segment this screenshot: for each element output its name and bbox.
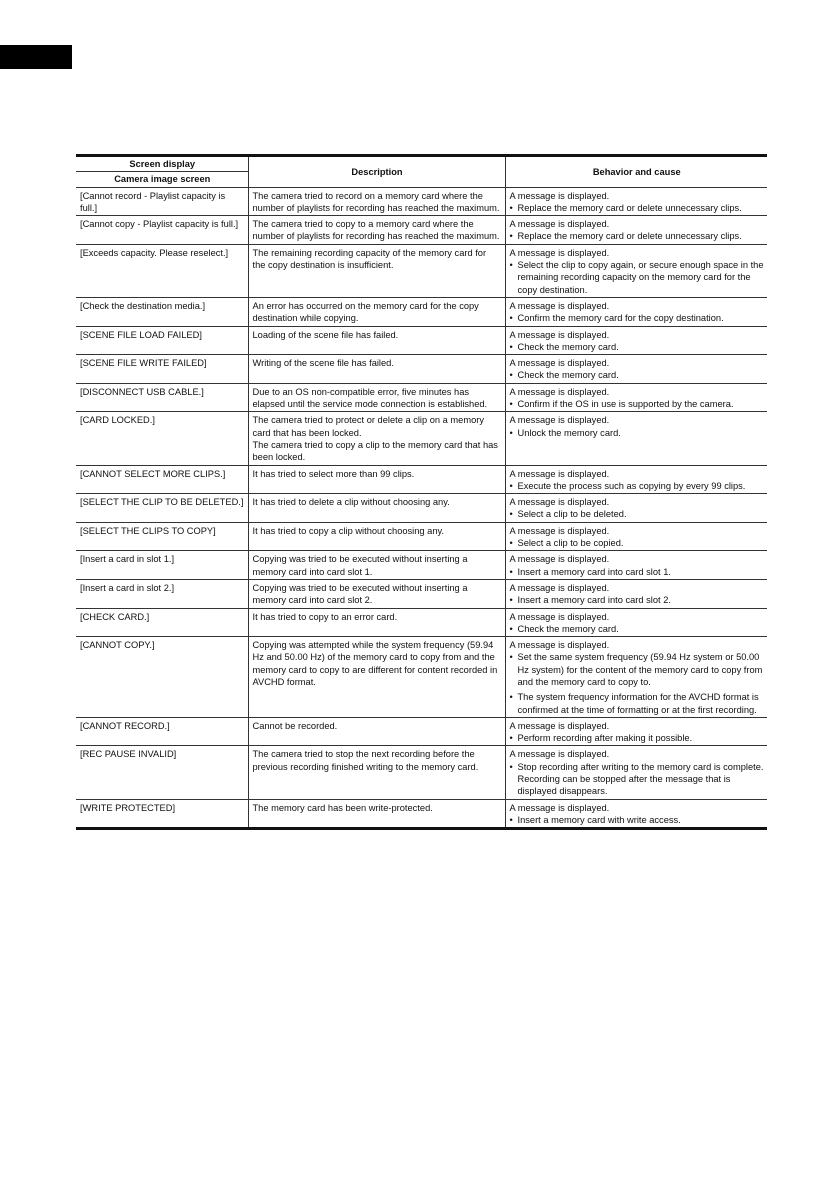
screen-message-cell: [SELECT THE CLIPS TO COPY] — [76, 522, 248, 551]
behavior-lead-text: A message is displayed. — [509, 525, 610, 536]
behavior-bullet-item: • Check the memory card. — [510, 623, 765, 635]
description-text: The remaining recording capacity of the memory card for the copy destination is insufficient. — [252, 247, 487, 271]
behavior-cell — [505, 297, 767, 326]
behavior-cell — [505, 244, 767, 297]
behavior-bullet-item: • Insert a memory card into card slot 1. — [510, 566, 765, 578]
screen-message-cell: [CHECK CARD.] — [76, 608, 248, 637]
behavior-bullet-item: • Execute the process such as copying by every 99 clips. — [510, 480, 765, 492]
table-row — [76, 522, 767, 551]
screen-message-cell: [CANNOT COPY.] — [76, 637, 248, 718]
table-row — [76, 465, 767, 494]
behavior-bullet-list — [510, 427, 765, 439]
screen-message-cell: [Check the destination media.] — [76, 297, 248, 326]
table-row — [76, 608, 767, 637]
behavior-cell — [505, 216, 767, 245]
screen-message-cell: [SELECT THE CLIP TO BE DELETED.] — [76, 494, 248, 523]
description-cell — [248, 383, 505, 412]
description-text: The camera tried to protect or delete a clip on a memory card that has been locked. — [252, 415, 484, 438]
description-cell — [248, 799, 505, 829]
description-cell — [248, 187, 505, 216]
description-text: An error has occurred on the memory card for the copy destination while copying. — [252, 300, 479, 324]
table-row — [76, 717, 767, 746]
table-row — [76, 412, 767, 465]
behavior-cell — [505, 383, 767, 412]
behavior-cell — [505, 355, 767, 384]
behavior-cell — [505, 637, 767, 718]
behavior-bullet-item: • Select a clip to be copied. — [510, 537, 765, 549]
table-row — [76, 187, 767, 216]
description-cell — [248, 579, 505, 608]
behavior-bullet-item: • Perform recording after making it possible. — [510, 732, 765, 744]
table-row — [76, 355, 767, 384]
description-text: It has tried to select more than 99 clips. — [252, 468, 415, 479]
description-text: The memory card has been write-protected. — [252, 802, 433, 813]
screen-message-cell: [SCENE FILE LOAD FAILED] — [76, 326, 248, 355]
behavior-cell — [505, 746, 767, 799]
description-cell — [248, 297, 505, 326]
screen-message-cell: [WRITE PROTECTED] — [76, 799, 248, 829]
behavior-bullet-item: • Insert a memory card with write access. — [510, 814, 765, 826]
behavior-cell — [505, 799, 767, 829]
header-behavior: Behavior and cause — [505, 156, 767, 188]
description-text: Copying was tried to be executed without inserting a memory card into card slot 1. — [252, 554, 468, 577]
description-text: It has tried to copy a clip without choosing any. — [252, 525, 445, 536]
behavior-lead-text: A message is displayed. — [509, 386, 610, 397]
table-row — [76, 383, 767, 412]
description-cell — [248, 746, 505, 799]
behavior-bullet-list — [510, 623, 765, 635]
behavior-bullet-list — [510, 566, 765, 578]
behavior-cell — [505, 608, 767, 637]
description-text: The camera tried to stop the next recording before the previous recording finished writing to the memory card. — [252, 749, 479, 772]
behavior-bullet-item: • Select the clip to copy again, or secure enough space in the remaining recording capacity on the memory card for the copy destination. — [510, 259, 765, 296]
behavior-cell — [505, 551, 767, 580]
description-cell — [248, 355, 505, 384]
behavior-lead-text: A message is displayed. — [509, 802, 610, 813]
behavior-lead-text: A message is displayed. — [509, 720, 610, 731]
behavior-bullet-list — [510, 594, 765, 606]
description-cell — [248, 412, 505, 465]
behavior-bullet-item: • Replace the memory card or delete unnecessary clips. — [510, 230, 765, 242]
behavior-bullet-list — [510, 814, 765, 826]
description-text: Writing of the scene file has failed. — [252, 358, 394, 369]
behavior-lead-text: A message is displayed. — [509, 640, 610, 651]
behavior-bullet-list — [510, 732, 765, 744]
behavior-bullet-list — [510, 761, 765, 798]
description-cell — [248, 244, 505, 297]
behavior-lead-text: A message is displayed. — [509, 358, 610, 369]
behavior-bullet-item: • Check the memory card. — [510, 369, 765, 381]
behavior-bullet-list — [510, 398, 765, 410]
table-row — [76, 551, 767, 580]
behavior-cell — [505, 579, 767, 608]
table-row — [76, 244, 767, 297]
behavior-bullet-item: • Insert a memory card into card slot 2. — [510, 594, 765, 606]
behavior-bullet-item: • Confirm the memory card for the copy destination. — [510, 312, 765, 324]
description-text: Loading of the scene file has failed. — [252, 329, 399, 340]
description-text: It has tried to delete a clip without choosing any. — [252, 497, 450, 508]
description-text: Due to an OS non-compatible error, five minutes has elapsed until the service mode connection is established. — [252, 386, 488, 410]
behavior-cell — [505, 717, 767, 746]
behavior-bullet-list — [510, 312, 765, 324]
behavior-bullet-item: • Set the same system frequency (59.94 Hz system or 50.00 Hz system) for the content of the memory card to copy from and the memory card to copy to. — [510, 651, 765, 688]
behavior-cell — [505, 465, 767, 494]
screen-message-cell: [SCENE FILE WRITE FAILED] — [76, 355, 248, 384]
table-row — [76, 746, 767, 799]
screen-message-cell: [CANNOT RECORD.] — [76, 717, 248, 746]
description-cell — [248, 551, 505, 580]
table-row — [76, 297, 767, 326]
behavior-bullet-list — [510, 480, 765, 492]
description-text: The camera tried to copy to a memory card where the number of playlists for recording has reached the maximum. — [252, 219, 500, 242]
behavior-bullet-list — [510, 537, 765, 549]
behavior-bullet-list — [510, 369, 765, 381]
behavior-lead-text: A message is displayed. — [509, 468, 610, 479]
behavior-cell — [505, 412, 767, 465]
behavior-lead-text: A message is displayed. — [509, 749, 610, 760]
description-cell — [248, 326, 505, 355]
behavior-lead-text: A message is displayed. — [509, 497, 610, 508]
error-message-table-container — [76, 154, 767, 830]
behavior-bullet-list — [510, 341, 765, 353]
behavior-bullet-list — [510, 259, 765, 296]
behavior-lead-text: A message is displayed. — [509, 554, 610, 565]
behavior-bullet-list — [510, 230, 765, 242]
description-extra-text: The camera tried to copy a clip to the memory card that has been locked. — [252, 439, 498, 463]
behavior-bullet-item: • Replace the memory card or delete unnecessary clips. — [510, 202, 765, 214]
header-screen-display: Screen display — [129, 159, 196, 169]
screen-message-cell: [Insert a card in slot 2.] — [76, 579, 248, 608]
behavior-lead-text: A message is displayed. — [509, 300, 610, 311]
behavior-lead-text: A message is displayed. — [509, 415, 610, 426]
behavior-lead-text: A message is displayed. — [509, 247, 610, 258]
table-row — [76, 494, 767, 523]
behavior-lead-text: A message is displayed. — [509, 329, 610, 340]
table-header-row — [76, 156, 767, 172]
screen-message-cell: [Cannot copy - Playlist capacity is full.] — [76, 216, 248, 245]
behavior-bullet-item: • Check the memory card. — [510, 341, 765, 353]
behavior-bullet-item: • The system frequency information for the AVCHD format is confirmed at the time of formatting or at the first recording. — [510, 691, 765, 716]
screen-message-cell: [Exceeds capacity. Please reselect.] — [76, 244, 248, 297]
description-text: Copying was attempted while the system frequency (59.94 Hz and 50.00 Hz) of the memory card to copy from and the memory card to copy to are different for content recorded in AVCHD format. — [252, 640, 498, 687]
screen-message-cell: [Cannot record - Playlist capacity is full.] — [76, 187, 248, 216]
behavior-bullet-list — [510, 202, 765, 214]
table-row — [76, 579, 767, 608]
behavior-bullet-item: • Stop recording after writing to the memory card is complete. Recording can be stopped after the message that is displayed disappears. — [510, 761, 765, 798]
behavior-lead-text: A message is displayed. — [509, 219, 610, 230]
behavior-bullet-item: • Unlock the memory card. — [510, 427, 765, 439]
description-text: It has tried to copy to an error card. — [252, 611, 398, 622]
table-row — [76, 637, 767, 718]
description-cell — [248, 216, 505, 245]
table-row — [76, 326, 767, 355]
header-description: Description — [248, 156, 505, 188]
description-cell — [248, 465, 505, 494]
table-body — [76, 187, 767, 829]
description-cell — [248, 608, 505, 637]
behavior-cell — [505, 494, 767, 523]
description-text: Cannot be recorded. — [252, 720, 338, 731]
screen-message-cell: [DISCONNECT USB CABLE.] — [76, 383, 248, 412]
description-cell — [248, 637, 505, 718]
screen-message-cell: [CANNOT SELECT MORE CLIPS.] — [76, 465, 248, 494]
error-message-table — [76, 154, 767, 830]
table-row — [76, 216, 767, 245]
behavior-cell — [505, 522, 767, 551]
screen-message-cell: [CARD LOCKED.] — [76, 412, 248, 465]
section-tab-marker — [0, 45, 72, 69]
behavior-bullet-item: • Select a clip to be deleted. — [510, 508, 765, 520]
header-camera-image-screen: Camera image screen — [76, 172, 248, 187]
behavior-bullet-item: • Confirm if the OS in use is supported by the camera. — [510, 398, 765, 410]
behavior-cell — [505, 187, 767, 216]
description-text: Copying was tried to be executed without inserting a memory card into card slot 2. — [252, 582, 468, 606]
behavior-lead-text: A message is displayed. — [509, 611, 610, 622]
behavior-lead-text: A message is displayed. — [509, 190, 610, 201]
description-cell — [248, 494, 505, 523]
behavior-cell — [505, 326, 767, 355]
screen-message-cell: [Insert a card in slot 1.] — [76, 551, 248, 580]
description-text: The camera tried to record on a memory card where the number of playlists for recording has reached the maximum. — [252, 190, 500, 213]
screen-message-cell: [REC PAUSE INVALID] — [76, 746, 248, 799]
behavior-bullet-list — [510, 651, 765, 715]
behavior-bullet-list — [510, 508, 765, 520]
description-cell — [248, 522, 505, 551]
description-cell — [248, 717, 505, 746]
behavior-lead-text: A message is displayed. — [509, 582, 610, 593]
table-row — [76, 799, 767, 829]
